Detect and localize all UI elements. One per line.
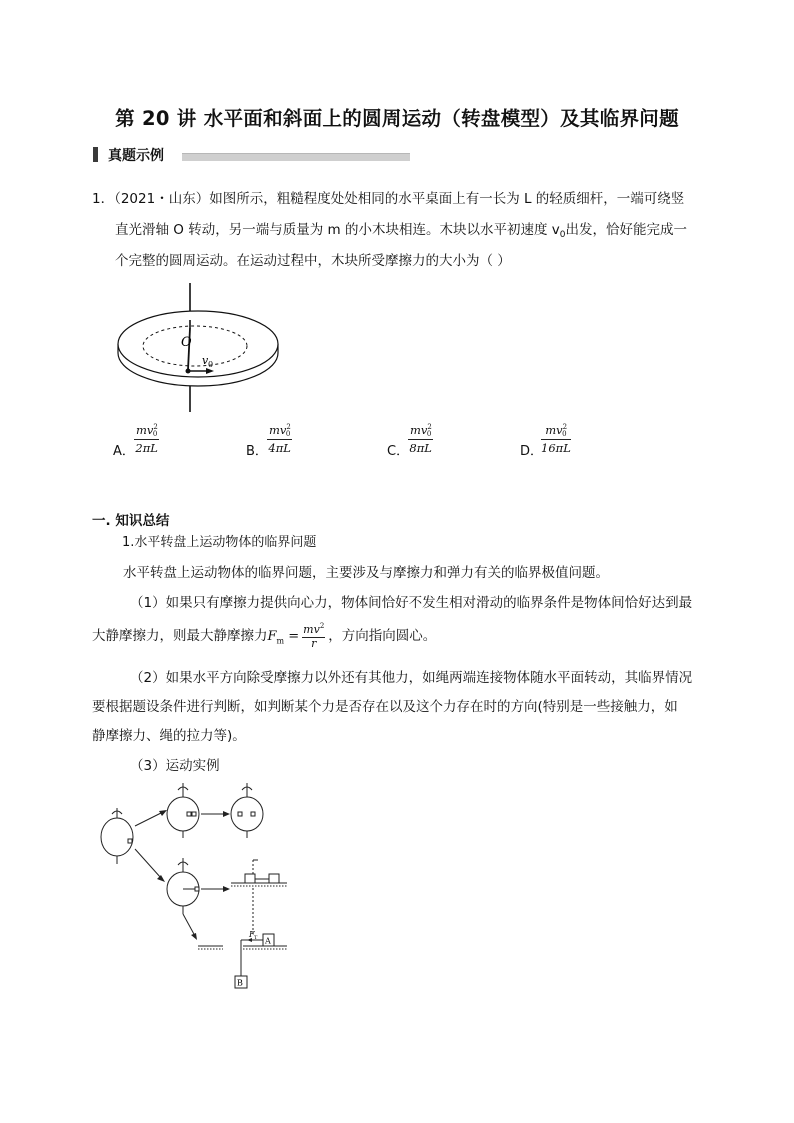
choice-d-label: D． — [520, 444, 544, 459]
label-a: A — [265, 936, 271, 946]
label-v-sub: 0 — [208, 360, 214, 369]
summary-p2-line3: 静摩擦力、绳的拉力等)。 — [92, 728, 246, 744]
question-line-2 — [115, 218, 687, 240]
arrowhead-4 — [223, 886, 230, 892]
label-v: v — [202, 354, 209, 367]
choice-c-formula: $\frac{mv^2_0}{8\pi L}$ — [409, 423, 432, 455]
choice-d-formula: $\frac{mv^2_0}{16\pi L}$ — [541, 423, 571, 455]
question-text-2a: 直光滑轴 O 转动，另一端与质量为 m 的小木块相连。木块以水平初速度 v — [115, 222, 560, 238]
section-marker — [93, 147, 98, 162]
question-text-2-sub: 0 — [559, 230, 566, 240]
question-text-2b: 出发，恰好能完成一 — [565, 222, 687, 238]
p1-text-b: ，方向指向圆心。 — [328, 628, 437, 645]
turntable-figure — [110, 280, 290, 415]
page-title: 第 20 讲 水平面和斜面上的圆周运动（转盘模型）及其临界问题 — [115, 107, 679, 130]
summary-intro: 水平转盘上运动物体的临界问题，主要涉及与摩擦力和弹力有关的临界极值问题。 — [123, 565, 609, 581]
table2-block-a — [245, 874, 255, 883]
summary-p1-line1: （1）如果只有摩擦力提供向心力，物体间恰好不发生相对滑动的临界条件是物体间恰好达到最 — [130, 595, 693, 611]
fm-formula: $F_m$ = — [267, 629, 300, 646]
question-text-1: （2021・山东）如图所示，粗糙程度处处相同的水平桌面上有一长为 L 的轻质细杆，一端可绕竖 — [114, 191, 685, 207]
disc2 — [167, 797, 199, 831]
arrowhead-3 — [223, 811, 230, 817]
section-divider — [182, 153, 410, 161]
motion-examples-figure — [95, 778, 300, 993]
summary-sub1: 1.水平转盘上运动物体的临界问题 — [122, 535, 317, 550]
question-number: 1． — [92, 191, 115, 207]
summary-p1-line2 — [92, 622, 436, 655]
choice-c-label: C． — [387, 444, 410, 459]
arrowhead-5 — [191, 933, 197, 940]
label-force-sub: T — [254, 935, 258, 941]
label-O: O — [181, 335, 192, 350]
choice-a-formula: $\frac{mv^2_0}{2\pi L}$ — [135, 423, 158, 455]
arrow-2 — [135, 849, 161, 878]
arrow-1 — [135, 812, 163, 826]
summary-heading: 一. 知识总结 — [92, 513, 170, 529]
choice-a-label: A． — [113, 444, 135, 459]
table-top — [118, 311, 278, 377]
table2-block-b — [269, 874, 279, 883]
label-b: B — [237, 978, 243, 988]
label-force: F — [249, 930, 255, 939]
p1-text-a: 大静摩擦力，则最大静摩擦力 — [92, 628, 268, 645]
section-label: 真题示例 — [108, 148, 164, 164]
disc3 — [231, 797, 263, 831]
summary-p2-line1: （2）如果水平方向除受摩擦力以外还有其他力，如绳两端连接物体随水平面转动，其临界情况 — [130, 670, 693, 686]
question-line-3: 个完整的圆周运动。在运动过程中，木块所受摩擦力的大小为（ ） — [115, 253, 511, 269]
summary-p3: （3）运动实例 — [130, 758, 220, 774]
disc1 — [101, 818, 133, 856]
mv2-over-r: $\frac{mv^2}{r}$ — [303, 622, 325, 650]
choice-b-label: B． — [246, 444, 268, 459]
arrowhead-2 — [157, 875, 165, 882]
question-line-1 — [92, 187, 684, 207]
choice-b-formula: $\frac{mv^2_0}{4\pi L}$ — [268, 423, 291, 455]
summary-p2-line2: 要根据题设条件进行判断，如判断某个力是否存在以及这个力存在时的方向(特别是一些接触力，如 — [92, 699, 678, 715]
arrow-5 — [183, 914, 195, 936]
